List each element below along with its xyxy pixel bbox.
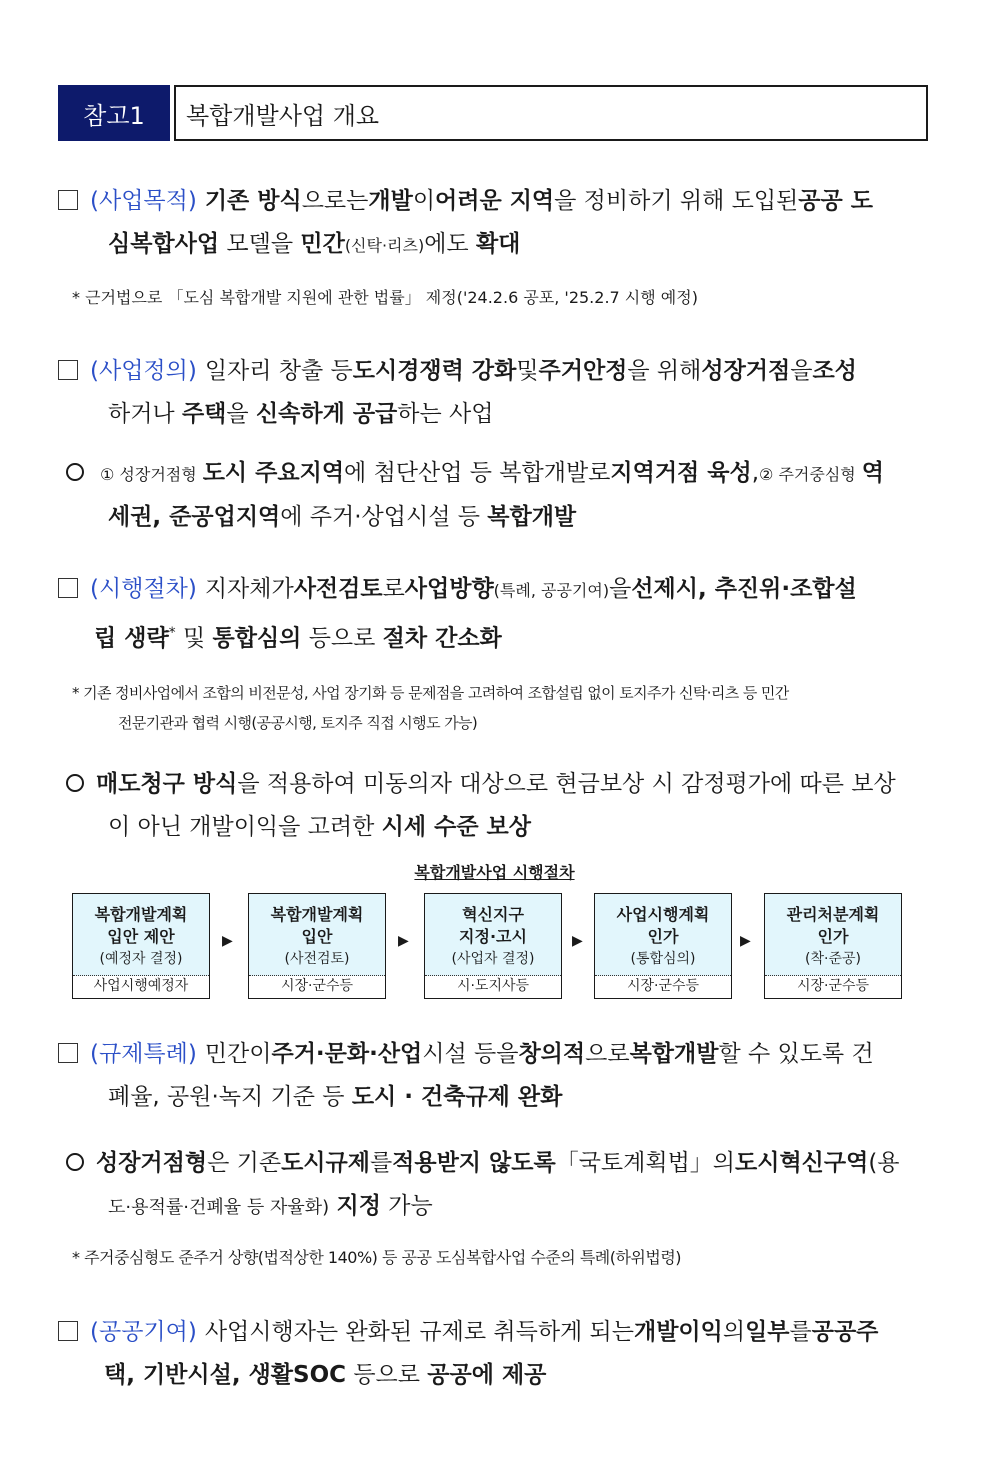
definition-text: 을 위해 [627,358,702,384]
regulation-text: 도시 · 건축규제 완화 [351,1084,563,1110]
flow-step-title: 복합개발계획 [94,905,188,924]
checkbox-bullet [58,578,78,598]
flow-step [594,893,732,999]
circle-bullet [66,1153,84,1171]
flow-step-sub: (예정자 결정) [99,951,183,967]
regulation-sub-text: 를 [369,1150,393,1176]
flow-step-sub: (사전검토) [284,951,350,967]
purpose-text: 심복합사업 [108,231,220,257]
regulation-sub-text: 가능 [380,1193,433,1219]
regulation-text: 복합개발 [629,1041,719,1067]
checkbox-bullet [58,360,78,380]
procedure-text: 립 생략 [94,625,169,652]
regulation-sub-text: 지정 [336,1193,381,1219]
definition-sub-text: 역 [861,460,884,486]
regulation-sub-text: 성장거점형 [96,1150,208,1176]
flow-step-sub: (착·준공) [805,951,861,967]
regulation-text: 할 수 있도록 건 [718,1041,874,1067]
contribution-text: 공공주 [811,1319,879,1345]
regulation-sub-text: 은 기존 [207,1150,282,1176]
regulation-text: 민간이 [204,1041,272,1067]
flow-step-title: 인가 [817,927,849,946]
procedure-text: (특례, 공공기여) [493,581,610,600]
procedure-tag: (시행절차) [90,576,197,602]
purpose-paragraph [58,180,930,267]
definition-text: 성장거점 [701,358,791,384]
flow-step-title: 관리처분계획 [786,905,880,924]
flow-step [764,893,902,999]
arrow-right-icon: ▶ [222,933,233,949]
procedure-footnote-line: * 기존 정비사업에서 조합의 비전문성, 사업 장기화 등 문제점을 고려하여 조합설립 없이 토지주가 신탁·리츠 등 민간 [72,684,789,702]
procedure-sub-text: 매도청구 방식 [96,771,238,797]
contribution-text: 등으로 [346,1362,428,1388]
contribution-text: 개발이익 [634,1319,723,1345]
purpose-text: 기존 방식 [204,188,302,214]
procedure-text: 절차 간소화 [382,625,502,652]
procedure-paragraph [58,568,930,661]
flow-step-title: 인가 [647,927,679,946]
purpose-text: 모델을 [219,231,301,257]
flow-step-actor: 시장·군수등 [626,978,700,994]
contribution-text: 공공에 제공 [427,1362,547,1388]
regulation-sub-text: 적용받지 않도록 [392,1150,556,1176]
type-label: ① 성장거점형 [100,465,197,484]
regulation-text: 으로 [585,1041,630,1067]
regulation-sub-text: 「국토계획법」의 [555,1150,736,1176]
procedure-text: 및 [175,625,213,652]
purpose-text: 개발 [368,188,413,214]
checkbox-bullet [58,190,78,210]
procedure-text: 사전검토 [293,576,383,602]
checkbox-bullet [58,1321,78,1341]
regulation-sub-text [329,1193,336,1219]
procedure-text: 등으로 [301,625,383,652]
definition-sub-text: 도시 주요지역 [202,460,345,486]
contribution-text: 사업시행자는 완화된 규제로 취득하게 되는 [204,1319,634,1345]
purpose-text: (신탁·리츠) [344,236,425,255]
purpose-text: 으로는 [301,188,369,214]
procedure-text: 로 [382,576,405,602]
purpose-tag: (사업목적) [90,188,197,214]
regulation-sub-text: 도시규제 [281,1150,370,1176]
procedure-sub-text: 을 적용하여 미동의자 대상으로 현금보상 시 감정평가에 따른 보상 [237,771,896,797]
definition-text: 일자리 창출 등 [204,358,353,384]
definition-text: 신속하게 공급 [255,401,398,427]
purpose-footnote: * 근거법으로 「도심 복합개발 지원에 관한 법률」 제정('24.2.6 공포, '25.2.7 시행 예정) [72,288,698,307]
regulation-text: 시설 등을 [422,1041,519,1067]
flow-title: 복합개발사업 시행절차 [414,863,575,882]
regulation-tag: (규제특례) [90,1041,197,1067]
procedure-sub-text: 시세 수준 보상 [381,814,531,840]
type-label: ② 주거중심형 [759,465,856,484]
definition-text: 을 [790,358,813,384]
purpose-text: 에도 [424,231,476,257]
purpose-text: 확대 [475,231,521,257]
flow-step-sub: (통합심의) [630,951,696,967]
flow-step-title: 지정·고시 [459,927,527,946]
procedure-footnote-line: 전문기관과 협력 시행(공공시행, 토지주 직접 시행도 가능) [118,714,478,732]
footnote-marker: * [168,625,176,641]
definition-tag: (사업정의) [90,358,197,384]
definition-sub-text: 세권, 준공업지역 [108,504,281,530]
definition-sub-text: , [751,460,760,486]
arrow-right-icon: ▶ [398,933,409,949]
contribution-text: 일부 [745,1319,790,1345]
procedure-text: 선제시, 추진위·조합설 [631,576,857,602]
procedure-sub-paragraph [66,763,930,849]
definition-sub-text: 복합개발 [487,504,577,530]
purpose-text: 어려운 지역 [435,188,555,214]
procedure-text: 을 [609,576,632,602]
purpose-text: 민간 [300,231,345,257]
flow-step-actor: 시·도지사등 [456,978,530,994]
purpose-text: 공공 도 [798,188,873,214]
arrow-right-icon: ▶ [572,933,583,949]
contribution-text: 를 [789,1319,812,1345]
purpose-text: 이 [412,188,436,214]
regulation-sub-text: 도시혁신구역 [735,1150,869,1176]
flow-step-sub: (사업자 결정) [451,951,535,967]
definition-text: 하는 사업 [397,401,494,427]
contribution-text: 의 [722,1319,746,1345]
purpose-text: 을 정비하기 위해 도입된 [554,188,799,214]
definition-paragraph [58,350,930,436]
definition-sub-paragraph [66,452,930,539]
circle-bullet [66,463,84,481]
definition-text: 및 [516,358,539,384]
definition-sub-text: 에 첨단산업 등 복합개발로 [344,460,611,486]
page-title: 복합개발사업 개요 [174,85,928,141]
flow-step [72,893,210,999]
contribution-text: 택, 기반시설, 생활SOC [104,1362,347,1388]
definition-text: 도시경쟁력 강화 [352,358,517,384]
definition-text: 하거나 [108,401,182,427]
regulation-text: 폐율, 공원·녹지 기준 등 [108,1084,352,1110]
flow-step [424,893,562,999]
regulation-footnote: * 주거중심형도 준주거 상향(법적상한 140%) 등 공공 도심복합사업 수준의 특례(하위법령) [72,1248,682,1267]
regulation-paragraph [58,1033,930,1119]
procedure-footnote [72,678,942,738]
procedure-sub-text: 이 아닌 개발이익을 고려한 [108,814,382,840]
definition-sub-text: 지역거점 육성 [610,460,752,486]
procedure-text: 통합심의 [212,625,302,652]
flow-step-title: 복합개발계획 [270,905,364,924]
regulation-sub-paragraph [66,1142,930,1229]
regulation-text: 창의적 [518,1041,586,1067]
definition-text: 을 [226,401,256,427]
flow-step-title: 혁신지구 [462,905,524,924]
procedure-text: 사업방향 [404,576,494,602]
contribution-paragraph [58,1311,930,1397]
flow-step-title: 사업시행계획 [616,905,710,924]
flow-step [248,893,386,999]
regulation-sub-text: (용 [868,1150,900,1176]
procedure-text: 지자체가 [204,576,294,602]
contribution-tag: (공공기여) [90,1319,197,1345]
arrow-right-icon: ▶ [740,933,751,949]
circle-bullet [66,774,84,792]
definition-sub-text: 에 주거·상업시설 등 [280,504,488,530]
flow-step-actor: 사업시행예정자 [93,978,189,994]
flow-step-title: 입안 [301,927,333,946]
definition-text: 조성 [812,358,857,384]
section-header [58,85,928,141]
flow-step-actor: 시장·군수등 [280,978,354,994]
definition-text: 주택 [181,401,227,427]
procedure-flow-diagram [72,893,902,1001]
flow-step-actor: 시장·군수등 [796,978,870,994]
definition-text: 주거안정 [538,358,628,384]
flow-step-title: 입안 제안 [107,927,175,946]
regulation-sub-text: 도·용적률·건폐율 등 자율화) [108,1197,330,1218]
regulation-text: 주거·문화·산업 [271,1041,423,1067]
checkbox-bullet [58,1043,78,1063]
reference-tag: 참고1 [58,85,170,141]
